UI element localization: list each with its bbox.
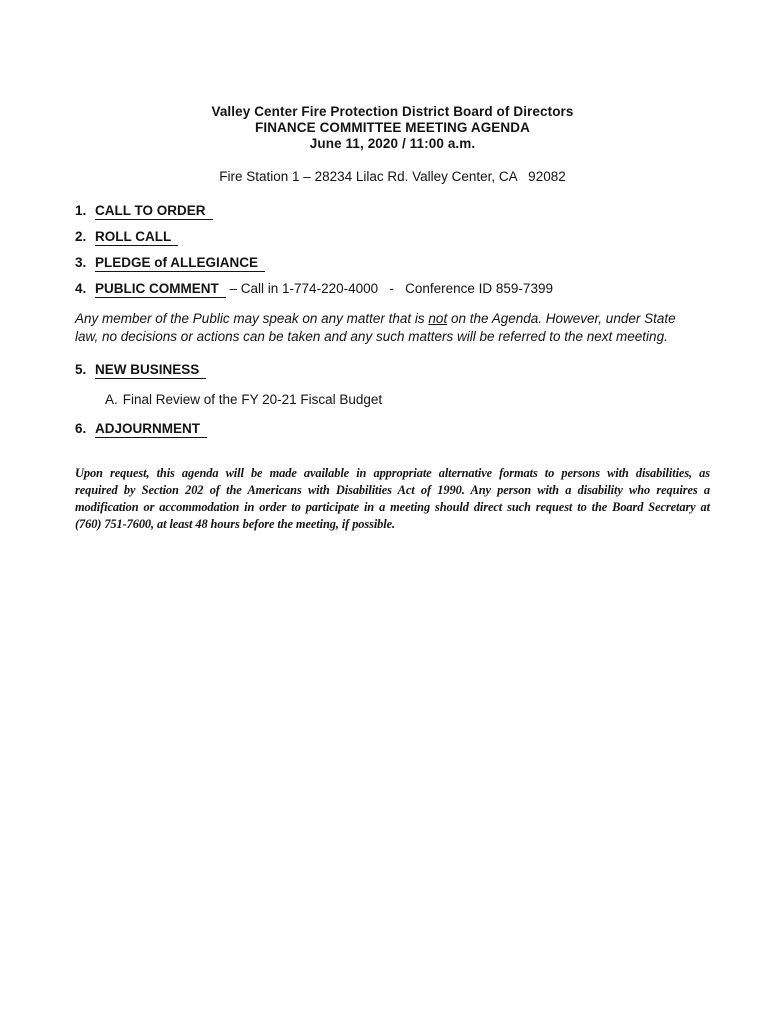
meeting-location: Fire Station 1 – 28234 Lilac Rd. Valley Center, CA 92082 [219, 169, 566, 184]
ada-accessibility-notice [75, 465, 710, 533]
item-title: ADJOURNMENT [95, 421, 207, 438]
item-number: 6. [75, 421, 87, 436]
item-number: 4. [75, 281, 87, 296]
meeting-datetime: June 11, 2020 / 11:00 a.m. [309, 136, 476, 151]
item-number: 1. [75, 203, 87, 218]
notice-underlined-word: not [428, 311, 448, 326]
meeting-title: FINANCE COMMITTEE MEETING AGENDA [255, 120, 530, 135]
agenda-item-public-comment [75, 280, 710, 297]
item-title: NEW BUSINESS [95, 362, 206, 379]
item-number: 5. [75, 362, 87, 377]
public-comment-notice [75, 310, 710, 345]
sub-item-letter: A. [105, 392, 118, 407]
notice-text: Any member of the Public may speak on any matter that is [75, 311, 429, 326]
sub-item-text: Final Review of the FY 20-21 Fiscal Budget [122, 392, 383, 407]
item-number: 2. [75, 229, 87, 244]
item-suffix: – Call in 1-774-220-4000 - Conference ID 859-7399 [229, 281, 553, 296]
item-title: PLEDGE of ALLEGIANCE [95, 255, 265, 272]
item-title: ROLL CALL [95, 229, 178, 246]
ada-notice-line: (760) 751-7600, at least 48 hours before the meeting, if possible. [75, 517, 396, 531]
item-number: 3. [75, 255, 87, 270]
agenda-item-new-business [75, 361, 710, 378]
item-title: PUBLIC COMMENT [95, 281, 226, 298]
sub-item-budget-review [105, 391, 710, 408]
notice-text: law, no decisions or actions can be taken and any such matters will be referred to the next meeting. [75, 328, 668, 344]
agenda-item-call-to-order [75, 202, 710, 219]
ada-notice-line: required by Section 202 of the Americans with Disabilities Act of 1990. Any person with a disability who requires a [75, 483, 710, 497]
ada-notice-line: Upon request, this agenda will be made available in appropriate alternative formats to persons with disabilities, as [75, 466, 710, 480]
notice-text: on the Agenda. However, under State [447, 311, 676, 326]
agenda-item-roll-call [75, 228, 710, 245]
agenda-item-pledge [75, 254, 710, 271]
ada-notice-line: modification or accommodation in order to participate in a meeting should direct such request to the Board Secretary at [75, 500, 710, 514]
item-title: CALL TO ORDER [95, 203, 213, 220]
document-header [75, 104, 710, 152]
agenda-list [75, 202, 710, 437]
agenda-item-adjournment [75, 420, 710, 437]
org-title: Valley Center Fire Protection District Board of Directors [211, 104, 574, 119]
